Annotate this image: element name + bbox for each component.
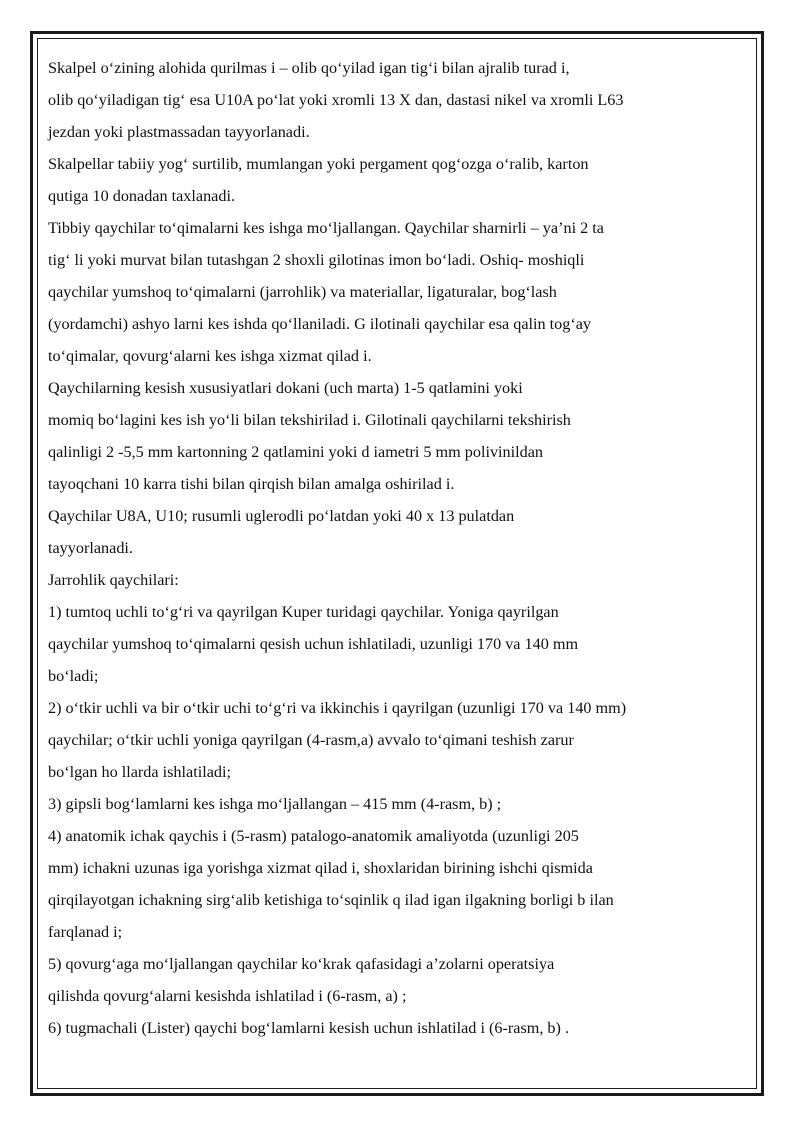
text-line: Qaychilar U8A, U10; rusumli uglerodli po‘latdan yoki 40 x 13 pulatdan xyxy=(48,507,515,525)
text-line: qutiga 10 donadan taxlanadi. xyxy=(48,187,236,205)
text-line: tig‘ li yoki murvat bilan tutashgan 2 shoxli gilotinas imon bo‘ladi. Oshiq- moshiqli xyxy=(48,251,585,269)
text-line: qaychilar yumshoq to‘qimalarni qesish uchun ishlatiladi, uzunligi 170 va 140 mm xyxy=(48,635,579,653)
text-line: qalinligi 2 -5,5 mm kartonning 2 qatlamini yoki d iametri 5 mm polivinildan xyxy=(48,443,544,461)
text-line: Skalpellar tabiiy yog‘ surtilib, mumlangan yoki pergament qog‘ozga o‘ralib, karton xyxy=(48,155,589,173)
text-line: 3) gipsli bog‘lamlarni kes ishga mo‘ljallangan – 415 mm (4-rasm, b) ; xyxy=(48,795,502,813)
text-line: (yordamchi) ashyo larni kes ishda qo‘llaniladi. G ilotinali qaychilar esa qalin tog‘ay xyxy=(48,315,592,333)
text-line: 2) o‘tkir uchli va bir o‘tkir uchi to‘g‘ri va ikkinchis i qayrilgan (uzunligi 170 va 140 mm) xyxy=(48,699,627,717)
text-line: Tibbiy qaychilar to‘qimalarni kes ishga mo‘ljallangan. Qaychilar sharnirli – ya’ni 2 ta xyxy=(48,219,604,237)
text-line: qilishda qovurg‘alarni kesishda ishlatilad i (6-rasm, a) ; xyxy=(48,987,407,1005)
text-line: Skalpel o‘zining alohida qurilmas i – olib qo‘yilad igan tig‘i bilan ajralib turad i, xyxy=(48,59,570,77)
text-line: bo‘lgan ho llarda ishlatiladi; xyxy=(48,763,231,781)
text-line: Jarrohlik qaychilari: xyxy=(48,571,179,589)
text-line: qaychilar; o‘tkir uchli yoniga qayrilgan (4-rasm,a) avvalo to‘qimani teshish zarur xyxy=(48,731,574,749)
text-line: to‘qimalar, qovurg‘alarni kes ishga xizmat qilad i. xyxy=(48,347,372,365)
text-line: 5) qovurg‘aga mo‘ljallangan qaychilar ko‘krak qafasidagi a’zolarni operatsiya xyxy=(48,955,555,973)
text-line: momiq bo‘lagini kes ish yo‘li bilan tekshirilad i. Gilotinali qaychilarni tekshirish xyxy=(48,411,571,429)
text-line: Qaychilarning kesish xususiyatlari dokani (uch marta) 1-5 qatlamini yoki xyxy=(48,379,523,397)
text-line: jezdan yoki plastmassadan tayyorlanadi. xyxy=(48,123,310,141)
text-line: farqlanad i; xyxy=(48,923,123,941)
text-line: 4) anatomik ichak qaychis i (5-rasm) patalogo-anatomik amaliyotda (uzunligi 205 xyxy=(48,827,579,845)
text-line: mm) ichakni uzunas iga yorishga xizmat qilad i, shoxlaridan birining ishchi qismida xyxy=(48,859,593,877)
text-line: qaychilar yumshoq to‘qimalarni (jarrohlik) va materiallar, ligaturalar, bog‘lash xyxy=(48,283,557,301)
text-line: tayyorlanadi. xyxy=(48,539,133,557)
text-line: 1) tumtoq uchli to‘g‘ri va qayrilgan Kuper turidagi qaychilar. Yoniga qayrilgan xyxy=(48,603,559,621)
text-line: bo‘ladi; xyxy=(48,667,99,685)
text-line: 6) tugmachali (Lister) qaychi bog‘lamlarni kesish uchun ishlatilad i (6-rasm, b) . xyxy=(48,1019,570,1037)
text-line: tayoqchani 10 karra tishi bilan qirqish bilan amalga oshirilad i. xyxy=(48,475,455,493)
text-line: qirqilayotgan ichakning sirg‘alib ketishiga to‘sqinlik q ilad igan ilgakning borligi b ilan xyxy=(48,891,614,909)
text-line: olib qo‘yiladigan tig‘ esa U10A po‘lat yoki xromli 13 X dan, dastasi nikel va xromli L63 xyxy=(48,91,624,109)
document-body xyxy=(48,52,728,1044)
